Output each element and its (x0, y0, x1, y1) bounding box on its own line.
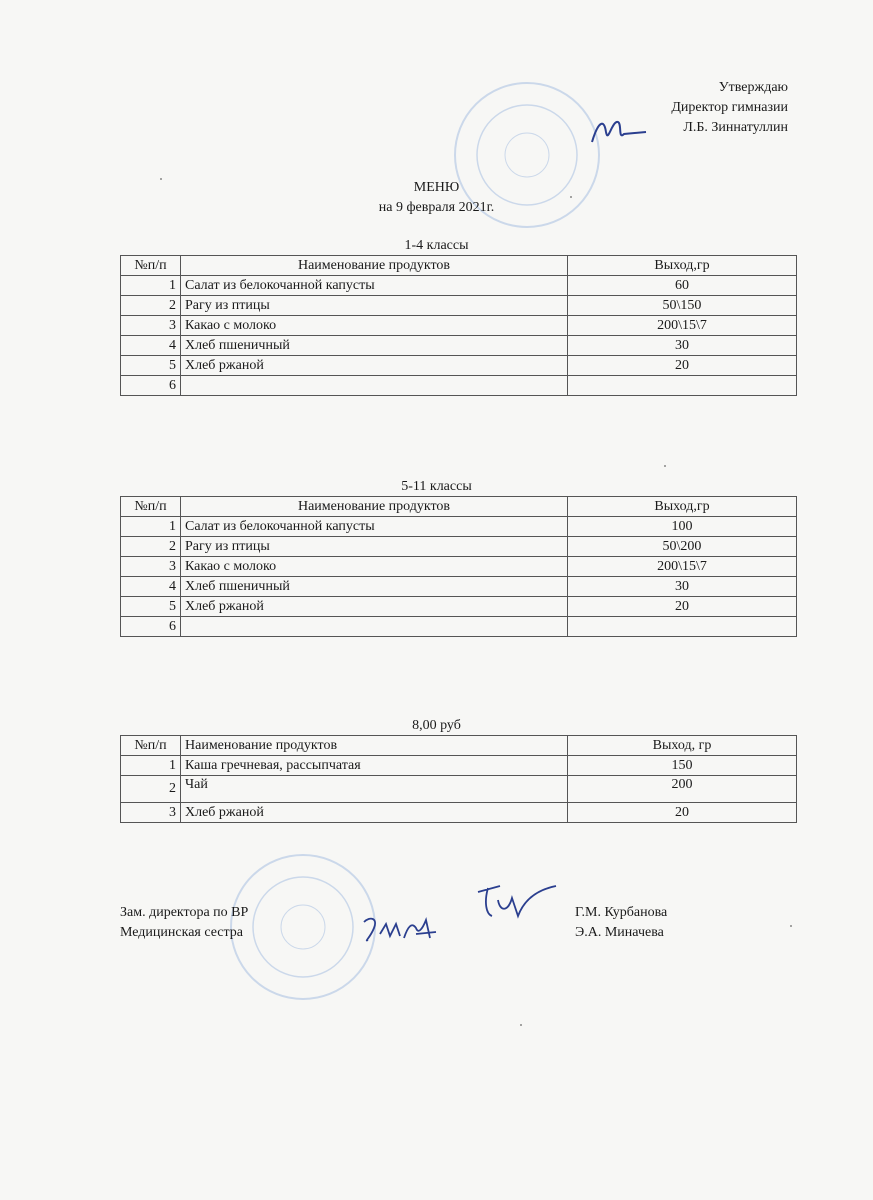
menu-table-5-11 (120, 496, 797, 637)
row-output: 50\200 (568, 537, 797, 557)
col-num-header: №п/п (121, 736, 181, 756)
col-num-header: №п/п (121, 497, 181, 517)
table-3-caption: 8,00 руб (412, 718, 461, 733)
nurse-signature (360, 912, 440, 948)
approval-title: Утверждаю (718, 80, 788, 95)
col-name-header: Наименование продуктов (181, 736, 568, 756)
row-num: 3 (121, 557, 181, 577)
menu-date: на 9 февраля 2021г. (378, 200, 495, 215)
role-nurse: Медицинская сестра (120, 925, 244, 940)
scan-speck (570, 196, 572, 198)
row-num: 6 (121, 617, 181, 637)
menu-table-8-rub (120, 735, 797, 823)
table-1-caption: 1-4 классы (404, 238, 469, 253)
row-name: Какао с молоко (181, 557, 568, 577)
scan-speck (160, 178, 162, 180)
table-row (121, 296, 797, 316)
table-header-row (121, 497, 797, 517)
row-name: Салат из белокочанной капусты (181, 276, 568, 296)
table-row (121, 557, 797, 577)
approval-name: Л.Б. Зиннатуллин (683, 120, 788, 135)
row-output: 100 (568, 517, 797, 537)
scan-speck (790, 925, 792, 927)
row-num: 6 (121, 376, 181, 396)
school-stamp-bottom (228, 852, 378, 1002)
row-output: 20 (568, 597, 797, 617)
scan-speck (520, 1024, 522, 1026)
deputy-director-signature (470, 880, 560, 924)
row-output: 50\150 (568, 296, 797, 316)
signatures-roles (120, 903, 248, 943)
row-output (568, 376, 797, 396)
row-output: 150 (568, 756, 797, 776)
row-name: Каша гречневая, рассыпчатая (181, 756, 568, 776)
row-output: 200\15\7 (568, 316, 797, 336)
row-name: Хлеб ржаной (181, 356, 568, 376)
row-num: 2 (121, 296, 181, 316)
table-row (121, 336, 797, 356)
table-row (121, 577, 797, 597)
row-name: Хлеб ржаной (181, 597, 568, 617)
row-num: 5 (121, 356, 181, 376)
page-title: МЕНЮ (413, 180, 460, 195)
row-name: Хлеб ржаной (181, 803, 568, 823)
row-output (568, 617, 797, 637)
row-num: 1 (121, 756, 181, 776)
name-nurse: Э.А. Миначева (575, 925, 664, 940)
row-output: 20 (568, 803, 797, 823)
row-name: Рагу из птицы (181, 296, 568, 316)
col-name-header: Наименование продуктов (181, 256, 568, 276)
row-output: 200 (568, 776, 797, 803)
row-num: 1 (121, 517, 181, 537)
row-name (181, 376, 568, 396)
table-row (121, 756, 797, 776)
col-output-header: Выход, гр (568, 736, 797, 756)
role-deputy-director: Зам. директора по ВР (120, 905, 249, 920)
approval-position: Директор гимназии (671, 100, 788, 115)
row-num: 4 (121, 577, 181, 597)
menu-table-1-4 (120, 255, 797, 396)
table-row (121, 376, 797, 396)
table-row (121, 597, 797, 617)
row-num: 1 (121, 276, 181, 296)
table-row (121, 356, 797, 376)
row-num: 5 (121, 597, 181, 617)
table-header-row (121, 256, 797, 276)
row-num: 4 (121, 336, 181, 356)
row-num: 2 (121, 776, 181, 803)
row-name: Рагу из птицы (181, 537, 568, 557)
row-name: Какао с молоко (181, 316, 568, 336)
col-output-header: Выход,гр (568, 256, 797, 276)
row-output: 20 (568, 356, 797, 376)
table-2-caption: 5-11 классы (401, 479, 472, 494)
row-name: Салат из белокочанной капусты (181, 517, 568, 537)
row-output: 200\15\7 (568, 557, 797, 577)
col-output-header: Выход,гр (568, 497, 797, 517)
col-name-header: Наименование продуктов (181, 497, 568, 517)
row-output: 30 (568, 577, 797, 597)
table-row (121, 276, 797, 296)
table-row (121, 803, 797, 823)
table-row (121, 316, 797, 336)
row-num: 3 (121, 803, 181, 823)
table-header-row (121, 736, 797, 756)
approval-block (671, 78, 788, 138)
row-name: Хлеб пшеничный (181, 336, 568, 356)
table-row (121, 537, 797, 557)
row-output: 30 (568, 336, 797, 356)
name-deputy-director: Г.М. Курбанова (575, 905, 668, 920)
scan-speck (664, 465, 666, 467)
signatures-names (575, 903, 667, 943)
director-signature (588, 112, 648, 152)
table-row (121, 617, 797, 637)
row-output: 60 (568, 276, 797, 296)
row-name: Хлеб пшеничный (181, 577, 568, 597)
col-num-header: №п/п (121, 256, 181, 276)
row-name (181, 617, 568, 637)
row-num: 3 (121, 316, 181, 336)
row-num: 2 (121, 537, 181, 557)
table-row (121, 776, 797, 803)
row-name: Чай (181, 776, 568, 803)
table-row (121, 517, 797, 537)
